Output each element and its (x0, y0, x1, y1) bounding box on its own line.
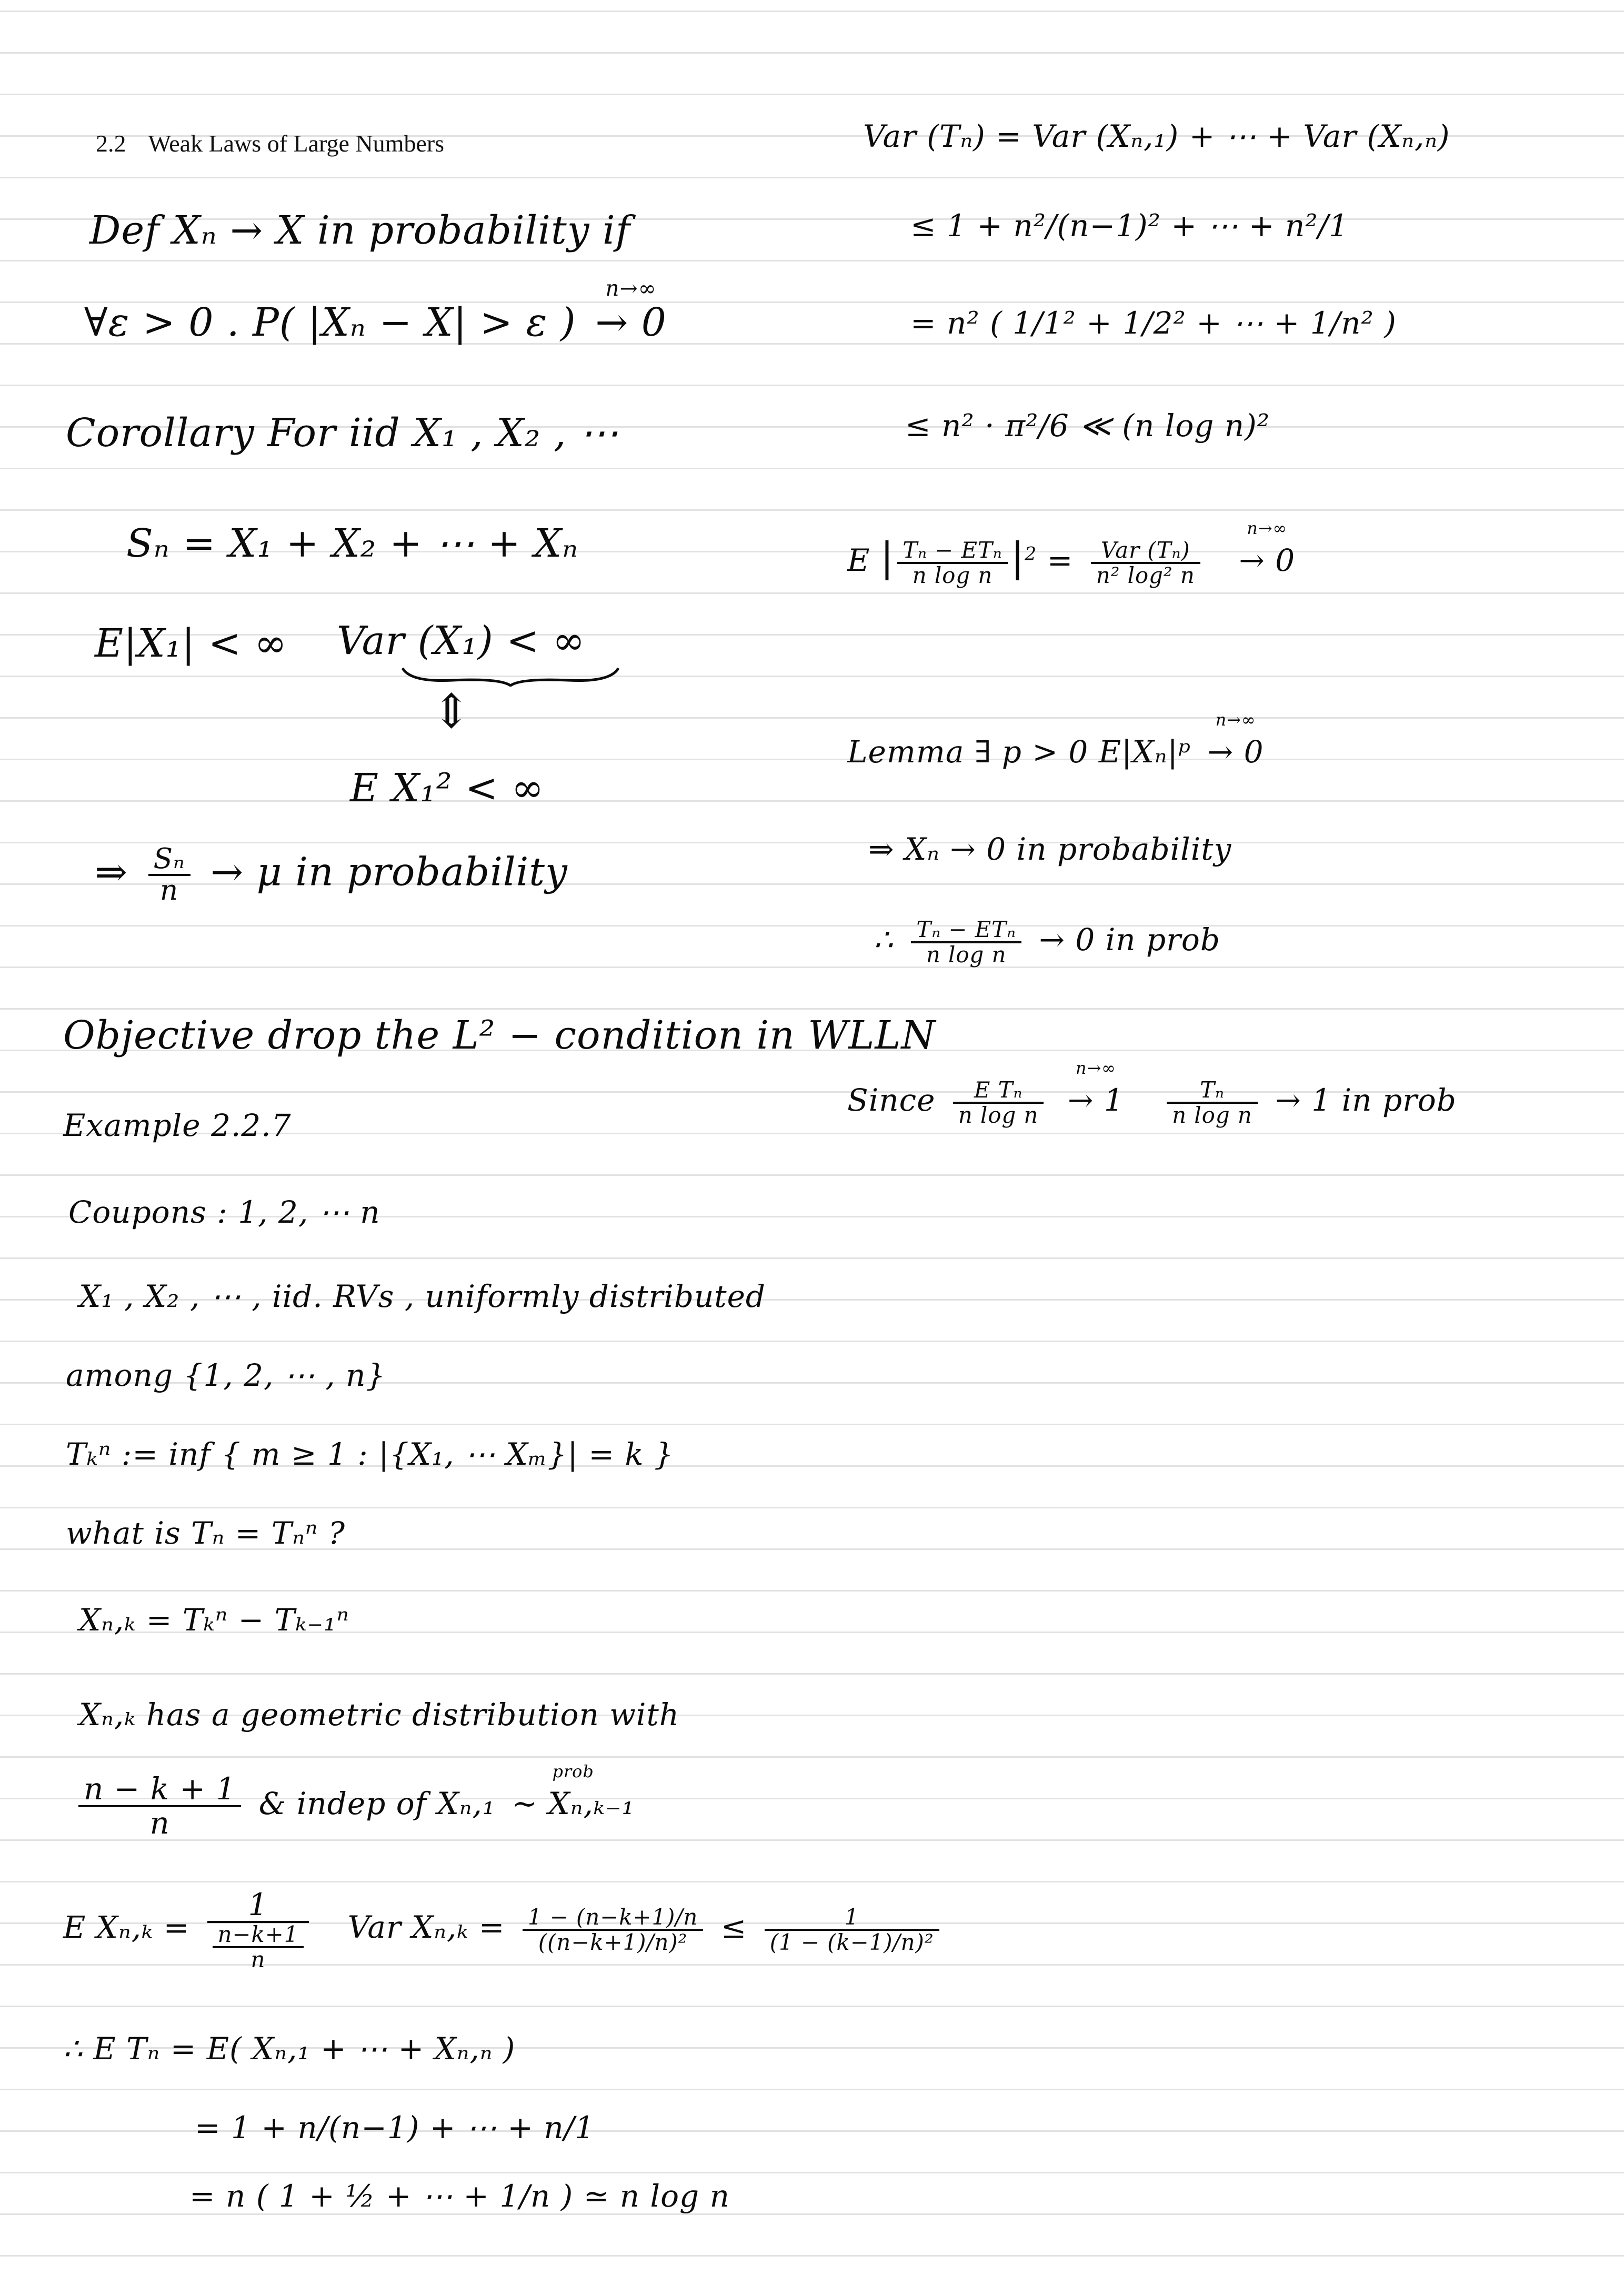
expected-tn-line2: = 1 + n/(n−1) + ⋯ + n/1 (195, 2110, 595, 2146)
normalized-deviation-denominator: n log n (912, 562, 993, 588)
definition-line: Def Xₙ → X in probability if (89, 208, 631, 253)
ratio-denominator: n log n (1172, 1102, 1252, 1128)
relation-target: ~ Xₙ,ₖ₋₁ (512, 1785, 635, 1821)
abs-open-icon: | (880, 534, 895, 580)
expectation-fraction (207, 1889, 309, 1971)
limit-arrow-target: → 0 (595, 300, 667, 345)
example-heading: Example 2.2.7 (63, 1107, 292, 1143)
l2-convergence-line (847, 518, 1301, 588)
wlln-conclusion (95, 844, 568, 905)
var-tn-line3: = n² ( 1/1² + 1/2² + ⋯ + 1/n² ) (910, 305, 1397, 341)
since-word: Since (847, 1082, 936, 1118)
variance-numerator: 1 − (n−k+1)/n (523, 1906, 703, 1931)
expectation-symbol: E (847, 542, 870, 578)
limit-arrow (595, 276, 667, 345)
var-tn-line4: ≤ n² · π²/6 ≪ (n log n)² (905, 408, 1270, 444)
variance-denominator: ((n−k+1)/n)² (538, 1929, 688, 1956)
lemma-arrow-target: → 0 (1207, 734, 1264, 770)
definition-probability: ∀ε > 0 . P( |Xₙ − X| > ε ) (84, 300, 576, 345)
finite-mean-condition: E|X₁| < ∞ (95, 621, 287, 666)
xnk-definition: Xₙ,ₖ = Tₖⁿ − Tₖ₋₁ⁿ (79, 1602, 349, 1638)
var-tn-line1: Var (Tₙ) = Var (Xₙ,₁) + ⋯ + Var (Xₙ,ₙ) (863, 118, 1450, 154)
lemma-arrow-label: n→∞ (1215, 710, 1256, 730)
expectation-numerator: 1 (207, 1889, 309, 1923)
since-arrow-target: → 1 (1067, 1082, 1124, 1118)
variance-fraction (523, 1906, 703, 1954)
geometric-line: Xₙ,ₖ has a geometric distribution with (79, 1697, 680, 1733)
parameter-line (71, 1761, 641, 1841)
variance-bound-denominator: (1 − (k−1)/n)² (769, 1929, 934, 1956)
variance-ratio-fraction (1091, 539, 1200, 587)
success-probability-denominator: n (149, 1805, 170, 1841)
in-distribution-relation (512, 1761, 635, 1821)
since-denominator: n log n (958, 1102, 1039, 1128)
sample-mean-fraction (148, 844, 191, 905)
implies-symbol: ⇒ (95, 849, 128, 895)
expectation-variance-line (63, 1889, 947, 1971)
variance-bound-fraction (765, 1906, 939, 1954)
what-is-line: what is Tₙ = Tₙⁿ ? (66, 1515, 345, 1551)
nested-numerator: n−k+1 (213, 1923, 304, 1948)
l2-limit-label: n→∞ (1247, 518, 1288, 538)
sum-definition: Sₙ = X₁ + X₂ + ⋯ + Xₙ (126, 521, 579, 566)
lemma-implication: ⇒ Xₙ → 0 in probability (868, 831, 1232, 867)
among-line: among {1, 2, ⋯ , n} (66, 1357, 386, 1393)
expectation-prefix: E Xₙ,ₖ = (63, 1909, 190, 1946)
coupons-line: Coupons : 1, 2, ⋯ n (68, 1194, 380, 1230)
power-two: 2 (1025, 543, 1037, 565)
normalized-deviation-numerator: Tₙ − ETₙ (897, 539, 1008, 564)
limit-arrow-label: n→∞ (605, 276, 657, 301)
ratio-numerator: Tₙ (1167, 1079, 1258, 1104)
section-header (96, 129, 444, 157)
therefore-fraction (911, 918, 1021, 966)
variance-ratio-denominator: n² log² n (1096, 562, 1195, 588)
since-line (847, 1058, 1457, 1128)
sample-mean-numerator: Sₙ (148, 844, 191, 876)
lemma-text: Lemma ∃ p > 0 E|Xₙ|ᵖ (847, 734, 1191, 770)
definition-condition (84, 276, 673, 345)
expectation-denominator (207, 1923, 309, 1971)
equivalence-icon: ⇕ (432, 684, 472, 739)
therefore-line (874, 918, 1220, 966)
since-arrow (1067, 1058, 1124, 1118)
since-fraction (953, 1079, 1044, 1127)
objective-line: Objective drop the L² − condition in WLLN (63, 1013, 936, 1058)
underbrace-icon (400, 666, 621, 687)
success-probability-numerator: n − k + 1 (78, 1773, 241, 1807)
l2-limit-arrow (1239, 518, 1296, 578)
lemma-arrow (1207, 710, 1264, 770)
lemma-line (847, 710, 1270, 770)
independence-text: & indep of Xₙ,₁ (258, 1785, 496, 1821)
equals-symbol: = (1047, 542, 1074, 578)
expected-tn-line1: ∴ E Tₙ = E( Xₙ,₁ + ⋯ + Xₙ,ₙ ) (63, 2031, 516, 2067)
section-title: Weak Laws of Large Numbers (148, 130, 445, 157)
second-moment-condition: E X₁² < ∞ (350, 766, 545, 811)
variance-bound-numerator: 1 (765, 1906, 939, 1931)
iid-line: X₁ , X₂ , ⋯ , iid. RVs , uniformly distributed (79, 1278, 766, 1314)
abs-close-icon: | (1010, 534, 1025, 580)
nested-fraction (213, 1923, 304, 1971)
corollary-line: Corollary For iid X₁ , X₂ , ⋯ (66, 410, 619, 456)
since-numerator: E Tₙ (953, 1079, 1044, 1104)
nested-denominator: n (250, 1946, 266, 1972)
since-arrow-label: n→∞ (1075, 1058, 1116, 1078)
l2-limit-target: → 0 (1239, 542, 1296, 578)
ratio-fraction (1167, 1079, 1258, 1127)
therefore-symbol: ∴ (874, 921, 894, 958)
sample-mean-denominator: n (159, 873, 179, 907)
variance-ratio-numerator: Var (Tₙ) (1091, 539, 1200, 564)
finite-variance-condition: Var (X₁) < ∞ (337, 618, 586, 663)
therefore-numerator: Tₙ − ETₙ (911, 918, 1021, 943)
variance-inequality: ≤ (720, 1909, 747, 1946)
section-number: 2.2 (96, 130, 126, 157)
expected-tn-line3: = n ( 1 + ½ + ⋯ + 1/n ) ≃ n log n (189, 2178, 730, 2214)
therefore-denominator: n log n (926, 941, 1007, 968)
normalized-deviation-fraction (897, 539, 1008, 587)
since-conclusion: → 1 in prob (1275, 1082, 1457, 1118)
therefore-conclusion: → 0 in prob (1039, 921, 1220, 958)
conclusion-text: → μ in probability (210, 849, 568, 895)
relation-label: prob (552, 1761, 594, 1781)
variance-prefix: Var Xₙ,ₖ = (347, 1909, 505, 1946)
success-probability-fraction (78, 1773, 241, 1839)
tk-definition: Tₖⁿ := inf { m ≥ 1 : |{X₁, ⋯ Xₘ}| = k } (66, 1436, 674, 1472)
var-tn-line2: ≤ 1 + n²/(n−1)² + ⋯ + n²/1 (910, 208, 1349, 244)
